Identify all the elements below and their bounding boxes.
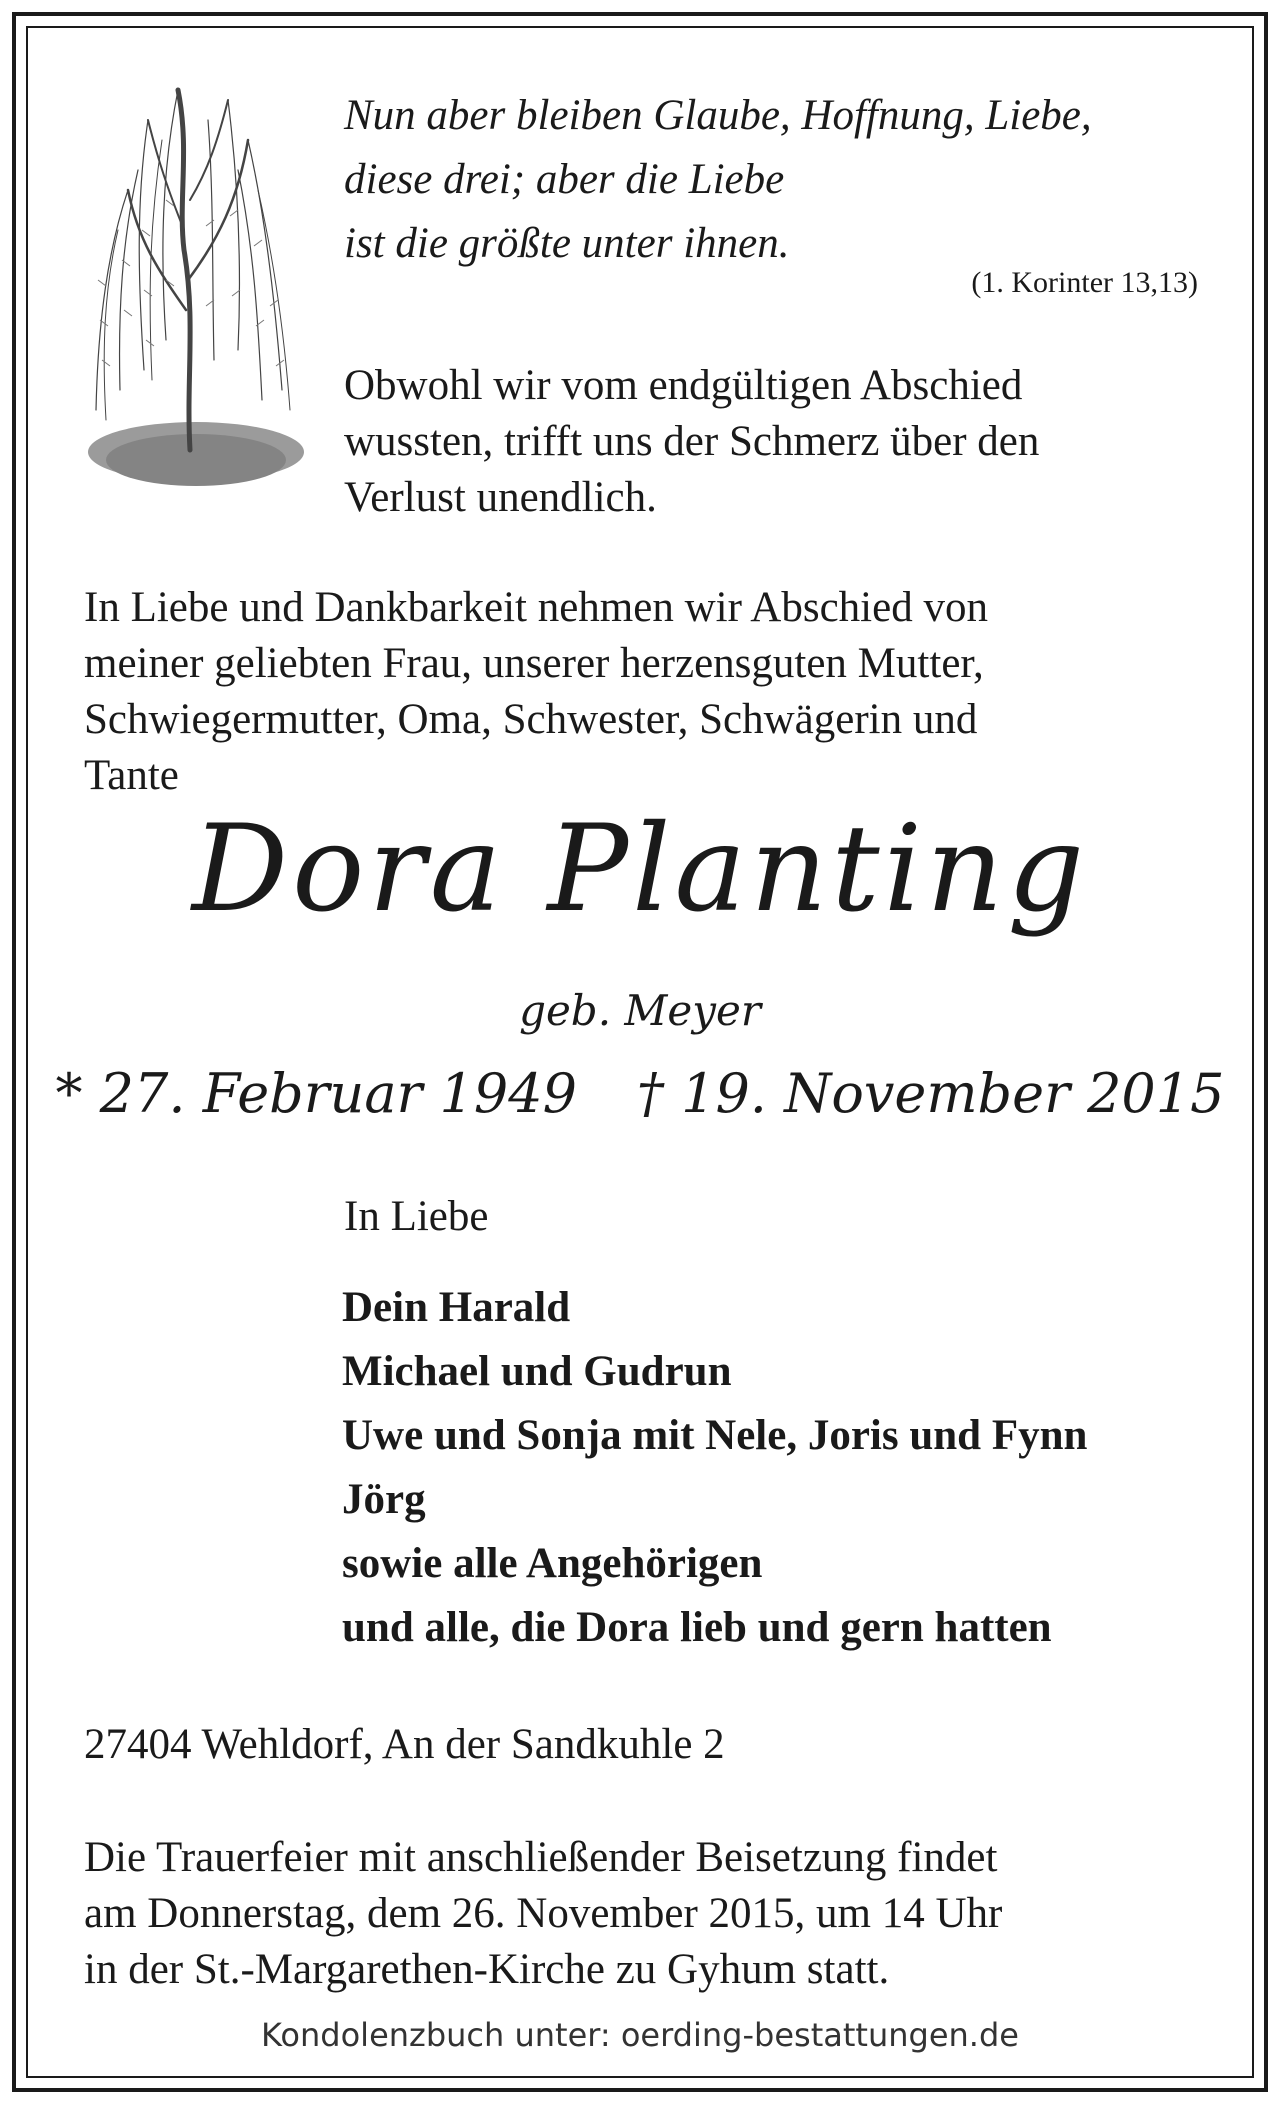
family-member: Uwe und Sonja mit Nele, Joris und Fynn (342, 1412, 1088, 1459)
bible-verse (344, 84, 1204, 276)
paragraph-line: Verlust unendlich. (344, 474, 657, 521)
service-line: Die Trauerfeier mit anschließender Beisetzung findet (84, 1834, 998, 1881)
family-member: und alle, die Dora lieb und gern hatten (342, 1604, 1052, 1651)
paragraph-line: Obwohl wir vom endgültigen Abschied (344, 362, 1023, 409)
paragraph-line: In Liebe und Dankbarkeit nehmen wir Abschied von (84, 584, 988, 631)
announcement-paragraph (84, 580, 988, 804)
paragraph-line: wussten, trifft uns der Schmerz über den (344, 418, 1040, 465)
family-list (342, 1276, 1087, 1660)
condolence-book-link: Kondolenzbuch unter: oerding-bestattungen.de (261, 2016, 1019, 2054)
weeping-willow-icon (78, 80, 308, 520)
life-dates (0, 1062, 1280, 1125)
deceased-name: Dora Planting (191, 800, 1089, 939)
family-member: sowie alle Angehörigen (342, 1540, 763, 1587)
verse-citation: (1. Korinter 13,13) (971, 266, 1198, 299)
family-member: Dein Harald (342, 1284, 571, 1331)
address: 27404 Wehldorf, An der Sandkuhle 2 (84, 1721, 725, 1768)
paragraph-line: Schwiegermutter, Oma, Schwester, Schwägerin und (84, 696, 978, 743)
service-line: am Donnerstag, dem 26. November 2015, um 14 Uhr (84, 1890, 1003, 1937)
verse-line: Nun aber bleiben Glaube, Hoffnung, Liebe, (344, 92, 1092, 139)
verse-line: ist die größte unter ihnen. (344, 220, 790, 267)
paragraph-line: Tante (84, 752, 179, 799)
family-member: Jörg (342, 1476, 426, 1523)
service-info (84, 1830, 1002, 1998)
farewell-paragraph (344, 358, 1039, 526)
birth-date: * 27. Februar 1949 (55, 1062, 577, 1125)
maiden-name: geb. Meyer (519, 986, 761, 1035)
family-member: Michael und Gudrun (342, 1348, 732, 1395)
paragraph-line: meiner geliebten Frau, unserer herzensguten Mutter, (84, 640, 984, 687)
verse-line: diese drei; aber die Liebe (344, 156, 785, 203)
death-date: † 19. November 2015 (636, 1062, 1225, 1125)
signoff: In Liebe (344, 1193, 489, 1240)
service-line: in der St.-Margarethen-Kirche zu Gyhum statt. (84, 1946, 890, 1993)
